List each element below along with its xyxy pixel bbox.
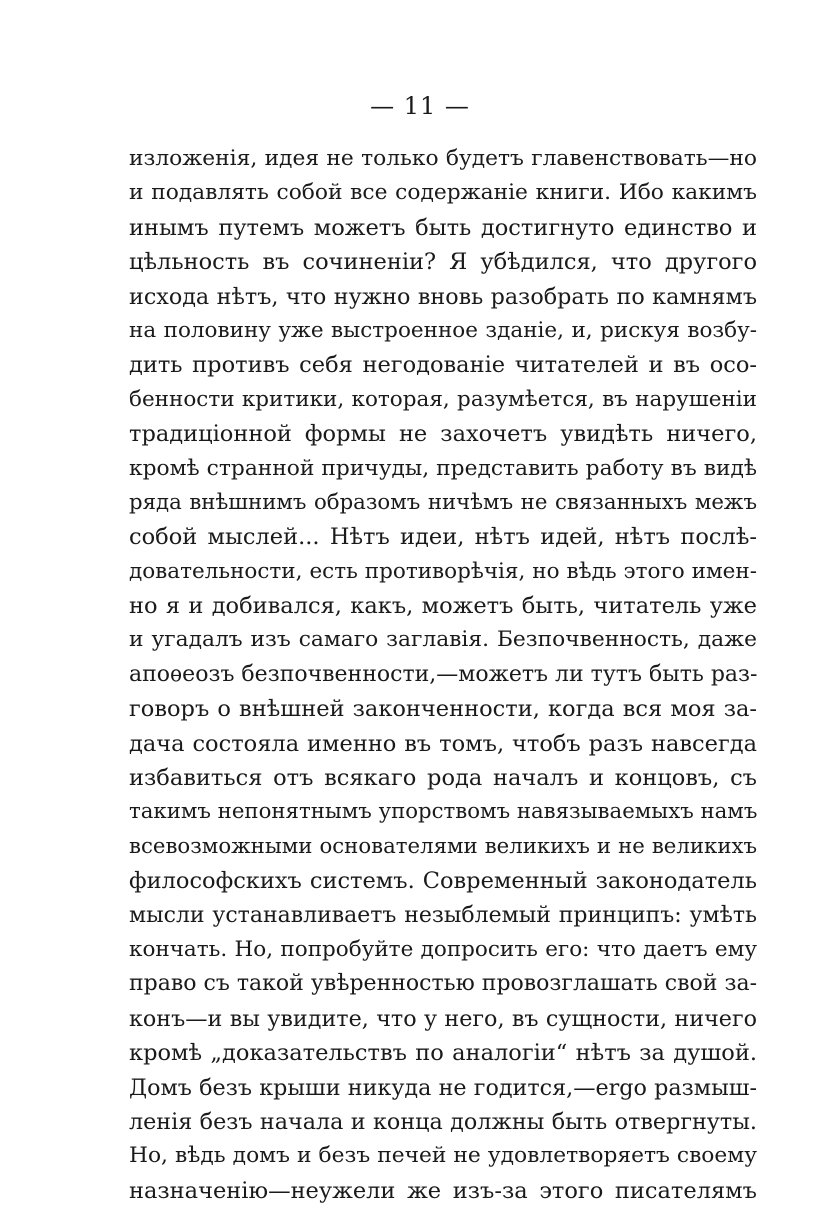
text-line: дить противъ себя негодованіе читателей и въ осо- — [129, 352, 757, 379]
text-line: кончать. Но, попробуйте допросить его: что даетъ ему — [129, 936, 757, 962]
text-line: и подавлять собой все содержаніе книги. Ибо какимъ — [129, 180, 757, 206]
text-line: бенности критики, которая, разумѣется, въ нарушеніи — [129, 386, 757, 412]
text-line: всевозможными основателями великихъ и не великихъ — [129, 833, 757, 859]
text-line: собой мыслей... Нѣтъ идеи, нѣтъ идей, нѣтъ послѣ- — [129, 524, 757, 551]
page-number: — 11 — — [370, 92, 470, 120]
text-line: право съ такой увѣренностью провозглашать свой за- — [129, 971, 757, 997]
text-line: говоръ о внѣшней законченности, когда вся моя за- — [129, 696, 757, 723]
text-line: но я и добивался, какъ, можетъ быть, читатель уже — [129, 593, 757, 620]
text-line: философскихъ системъ. Современный законодатель — [129, 868, 757, 895]
text-line: конъ—и вы увидите, что у него, въ сущности, ничего — [129, 1005, 757, 1032]
text-line: и угадалъ изъ самаго заглавія. Безпочвенность, даже — [129, 627, 757, 653]
text-line: исхода нѣтъ, что нужно вновь разобрать по камнямъ — [129, 283, 757, 310]
text-line: на половину уже выстроенное зданіе, и, рискуя возбу- — [129, 317, 757, 343]
text-line: апоѳеозъ безпочвенности,—можетъ ли тутъ быть раз- — [129, 661, 758, 687]
text-line: ленія безъ начала и конца должны быть отвергнуты. — [129, 1108, 757, 1135]
text-line: такимъ непонятнымъ упорствомъ навязываемыхъ намъ — [129, 799, 758, 825]
text-line: мысли устанавливаетъ незыблемый принципъ: умѣть — [129, 902, 757, 928]
text-line: кромѣ странной причуды, представить работу въ видѣ — [129, 455, 757, 481]
text-line: инымъ путемъ можетъ быть достигнуто единство и — [129, 214, 757, 241]
text-line: изложенія, идея не только будетъ главенствовать—но — [129, 146, 757, 171]
text-line: избавиться отъ всякаго рода началъ и концовъ, съ — [129, 765, 757, 792]
text-line: ряда внѣшнимъ образомъ ничѣмъ не связанныхъ межъ — [129, 489, 757, 515]
text-line: довательности, есть противорѣчія, но вѣдь этого имен- — [129, 558, 757, 584]
text-line: цѣльность въ сочиненіи? Я убѣдился, что другого — [129, 249, 757, 276]
text-line: Но, вѣдь домъ и безъ печей не удовлетворяетъ своему — [129, 1143, 757, 1169]
text-line: кромѣ „доказательствъ по аналогіи“ нѣтъ за душой. — [129, 1040, 757, 1067]
text-line: традиціонной формы не захочетъ увидѣть ничего, — [129, 421, 757, 448]
text-line: дача состояла именно въ томъ, чтобъ разъ навсегда — [129, 730, 757, 757]
text-line: Домъ безъ крыши никуда не годится,—ergo размыш- — [129, 1074, 757, 1101]
text-line: назначенію—неужели же изъ-за этого писателямъ — [129, 1177, 757, 1204]
body-text — [129, 142, 757, 1208]
